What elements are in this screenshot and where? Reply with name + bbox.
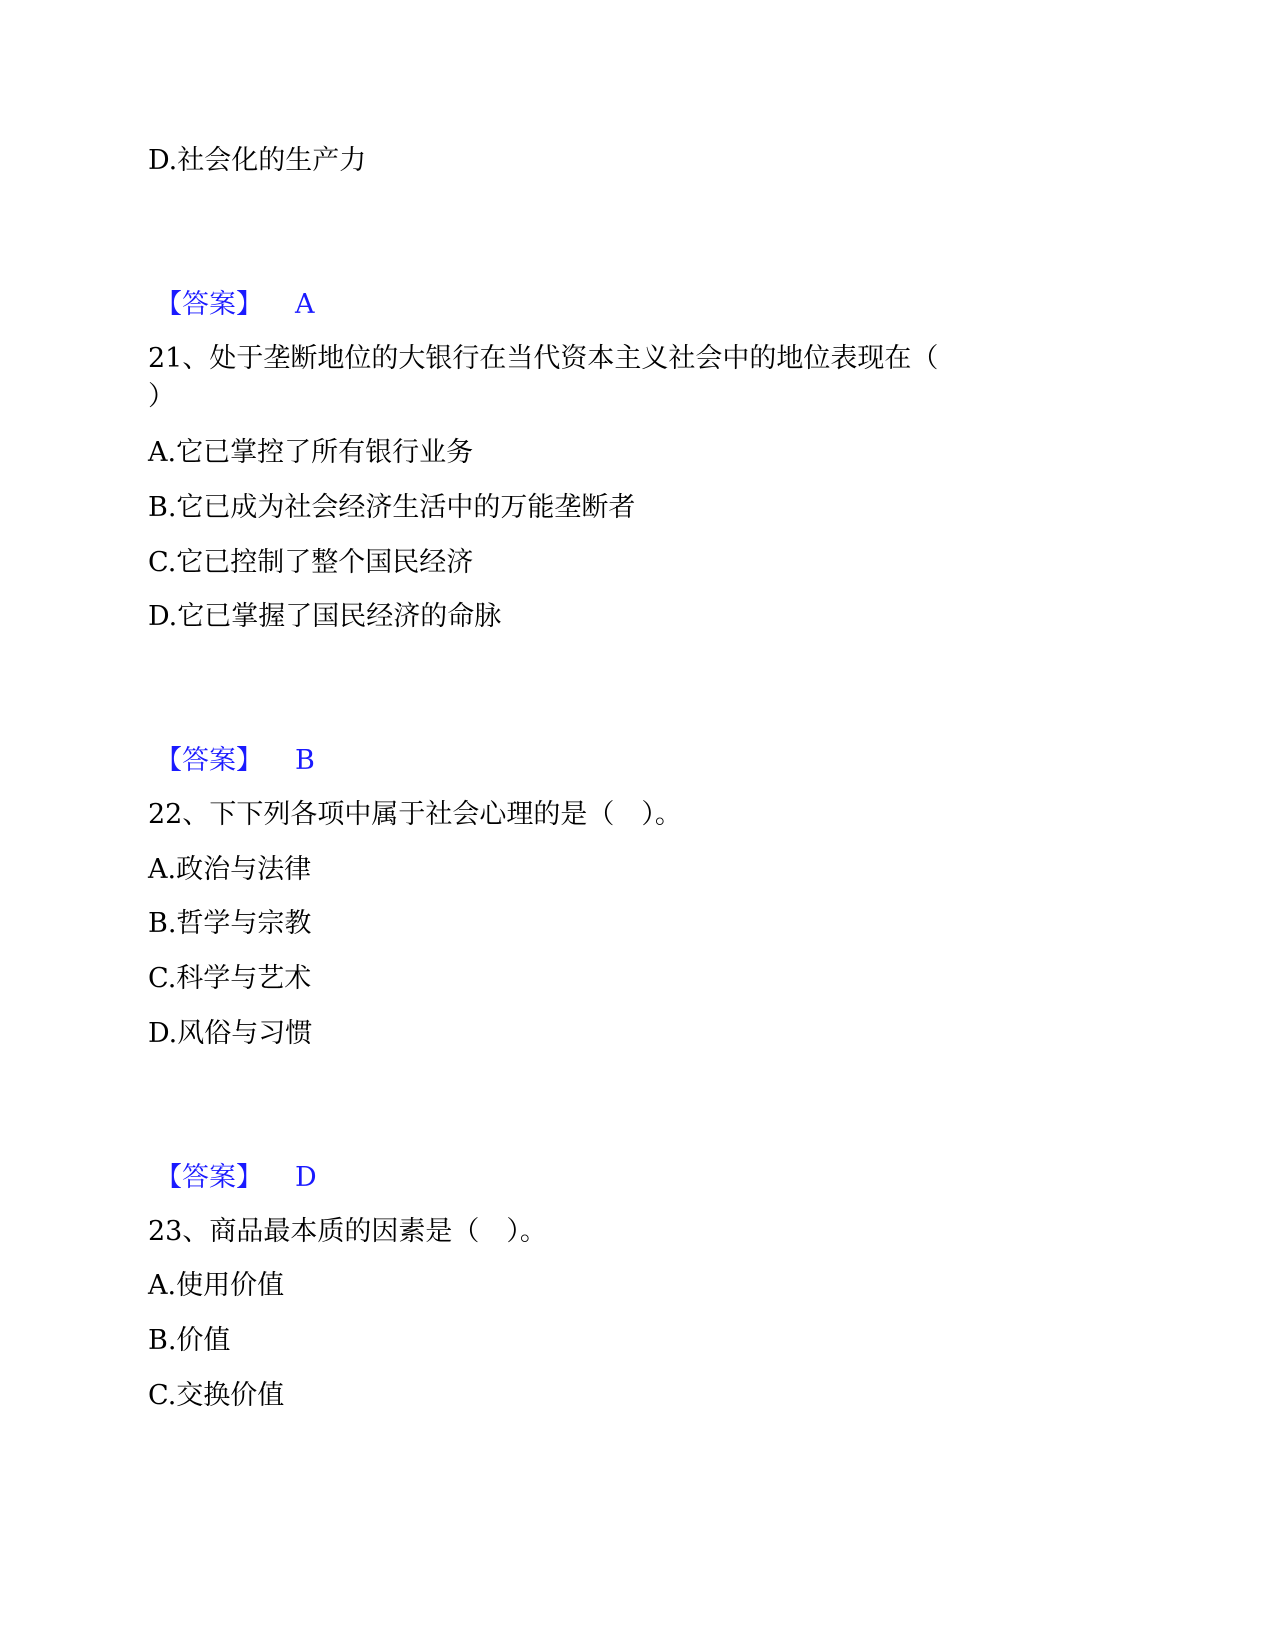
option-c-q23: C.交换价值 bbox=[148, 1380, 285, 1411]
answer-q21 bbox=[155, 743, 315, 779]
answer-value: D bbox=[295, 1162, 317, 1193]
option-d-q22: D.风俗与习惯 bbox=[148, 1018, 313, 1049]
answer-label: 【答案】 bbox=[155, 745, 263, 776]
option-b-q23: B.价值 bbox=[148, 1325, 231, 1356]
option-b-q21: B.它已成为社会经济生活中的万能垄断者 bbox=[148, 492, 636, 523]
answer-q22 bbox=[155, 1160, 317, 1196]
option-a-q23: A.使用价值 bbox=[148, 1270, 285, 1301]
answer-label: 【答案】 bbox=[155, 289, 263, 320]
answer-value: B bbox=[295, 745, 315, 776]
option-a-q21: A.它已掌控了所有银行业务 bbox=[148, 437, 474, 468]
question-23: 23、商品最本质的因素是（ ）。 bbox=[148, 1216, 547, 1247]
option-d-q21: D.它已掌握了国民经济的命脉 bbox=[148, 601, 502, 632]
option-c-q22: C.科学与艺术 bbox=[148, 963, 312, 994]
answer-q20 bbox=[155, 287, 315, 323]
option-b-q22: B.哲学与宗教 bbox=[148, 908, 312, 939]
answer-label: 【答案】 bbox=[155, 1162, 263, 1193]
answer-value: A bbox=[295, 289, 315, 320]
option-c-q21: C.它已控制了整个国民经济 bbox=[148, 547, 474, 578]
option-a-q22: A.政治与法律 bbox=[148, 854, 312, 885]
question-21-continuation: ） bbox=[148, 381, 175, 412]
question-22: 22、下下列各项中属于社会心理的是（ ）。 bbox=[148, 799, 682, 830]
question-21: 21、处于垄断地位的大银行在当代资本主义社会中的地位表现在（ bbox=[148, 343, 939, 374]
option-d-q20: D.社会化的生产力 bbox=[148, 145, 367, 176]
